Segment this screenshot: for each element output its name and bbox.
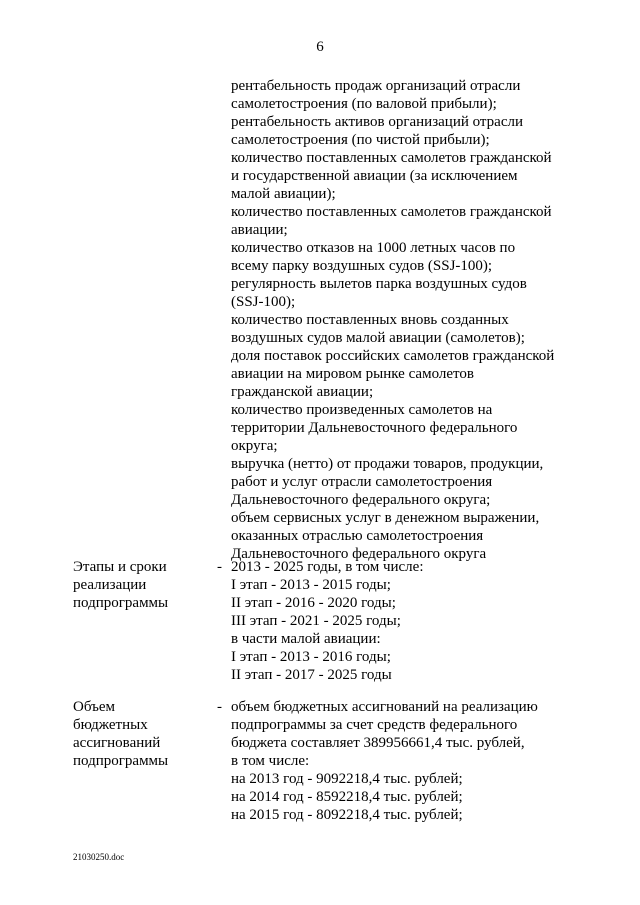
- indicator-line: самолетостроения (по чистой прибыли);: [231, 132, 490, 148]
- indicator-line: Дальневосточного федерального округа;: [231, 492, 491, 508]
- stages-value: [231, 558, 424, 684]
- indicator-line: объем сервисных услуг в денежном выражении,: [231, 510, 540, 526]
- budget-label-line: Объем: [73, 699, 115, 715]
- stages-value-line: в части малой авиации:: [231, 631, 381, 647]
- stages-label-line: реализации: [73, 577, 147, 593]
- footer-filename: 21030250.doc: [73, 852, 125, 862]
- stages-label-line: подпрограммы: [73, 595, 169, 611]
- budget-value-line: на 2014 год - 8592218,4 тыс. рублей;: [231, 789, 463, 805]
- indicator-line: количество поставленных вновь созданных: [231, 312, 509, 328]
- indicator-line: регулярность вылетов парка воздушных судов: [231, 276, 527, 292]
- indicator-line: малой авиации);: [231, 186, 336, 202]
- budget-dash: -: [217, 699, 222, 715]
- stages-value-line: III этап - 2021 - 2025 годы;: [231, 613, 401, 629]
- indicator-line: оказанных отраслью самолетостроения: [231, 528, 484, 544]
- stages-dash: -: [217, 559, 222, 575]
- indicator-line: авиации;: [231, 222, 288, 238]
- stages-value-line: I этап - 2013 - 2016 годы;: [231, 649, 391, 665]
- indicator-line: округа;: [231, 438, 278, 454]
- budget-value-line: объем бюджетных ассигнований на реализацию: [231, 699, 538, 715]
- page-number: 6: [316, 39, 324, 55]
- budget-value-line: в том числе:: [231, 753, 310, 769]
- indicator-line: Дальневосточного федерального округа: [231, 546, 487, 562]
- budget-value: [231, 698, 538, 824]
- indicator-line: всему парку воздушных судов (SSJ-100);: [231, 258, 493, 274]
- indicator-line: авиации на мировом рынке самолетов: [231, 366, 474, 382]
- indicator-line: гражданской авиации;: [231, 384, 374, 400]
- stages-value-line: II этап - 2016 - 2020 годы;: [231, 595, 396, 611]
- indicator-line: территории Дальневосточного федерального: [231, 420, 518, 436]
- stages-value-line: II этап - 2017 - 2025 годы: [231, 667, 392, 683]
- indicator-line: и государственной авиации (за исключением: [231, 168, 518, 184]
- indicator-line: количество поставленных самолетов гражданской: [231, 204, 552, 220]
- indicator-line: самолетостроения (по валовой прибыли);: [231, 96, 497, 112]
- indicator-line: рентабельность продаж организаций отрасли: [231, 78, 521, 94]
- indicator-line: выручка (нетто) от продажи товаров, продукции,: [231, 456, 544, 472]
- stages-label-line: Этапы и сроки: [73, 559, 167, 575]
- budget-value-line: на 2013 год - 9092218,4 тыс. рублей;: [231, 771, 463, 787]
- indicator-line: количество произведенных самолетов на: [231, 402, 493, 418]
- indicator-line: рентабельность активов организаций отрасли: [231, 114, 523, 130]
- indicator-line: (SSJ-100);: [231, 294, 296, 310]
- budget-label-line: подпрограммы: [73, 753, 169, 769]
- budget-value-line: бюджета составляет 389956661,4 тыс. рублей,: [231, 735, 525, 751]
- indicator-line: количество поставленных самолетов гражданской: [231, 150, 552, 166]
- stages-label: [73, 558, 168, 612]
- stages-value-line: 2013 - 2025 годы, в том числе:: [231, 559, 424, 575]
- budget-label-line: бюджетных: [73, 717, 148, 733]
- indicator-line: работ и услуг отрасли самолетостроения: [231, 474, 493, 490]
- budget-value-line: на 2015 год - 8092218,4 тыс. рублей;: [231, 807, 463, 823]
- budget-value-line: подпрограммы за счет средств федерального: [231, 717, 518, 733]
- indicator-line: количество отказов на 1000 летных часов по: [231, 240, 516, 256]
- stages-value-line: I этап - 2013 - 2015 годы;: [231, 577, 391, 593]
- indicator-line: доля поставок российских самолетов гражданской: [231, 348, 555, 364]
- budget-label-line: ассигнований: [73, 735, 161, 751]
- indicators-list: [231, 77, 554, 563]
- indicator-line: воздушных судов малой авиации (самолетов);: [231, 330, 525, 346]
- budget-label: [73, 698, 168, 770]
